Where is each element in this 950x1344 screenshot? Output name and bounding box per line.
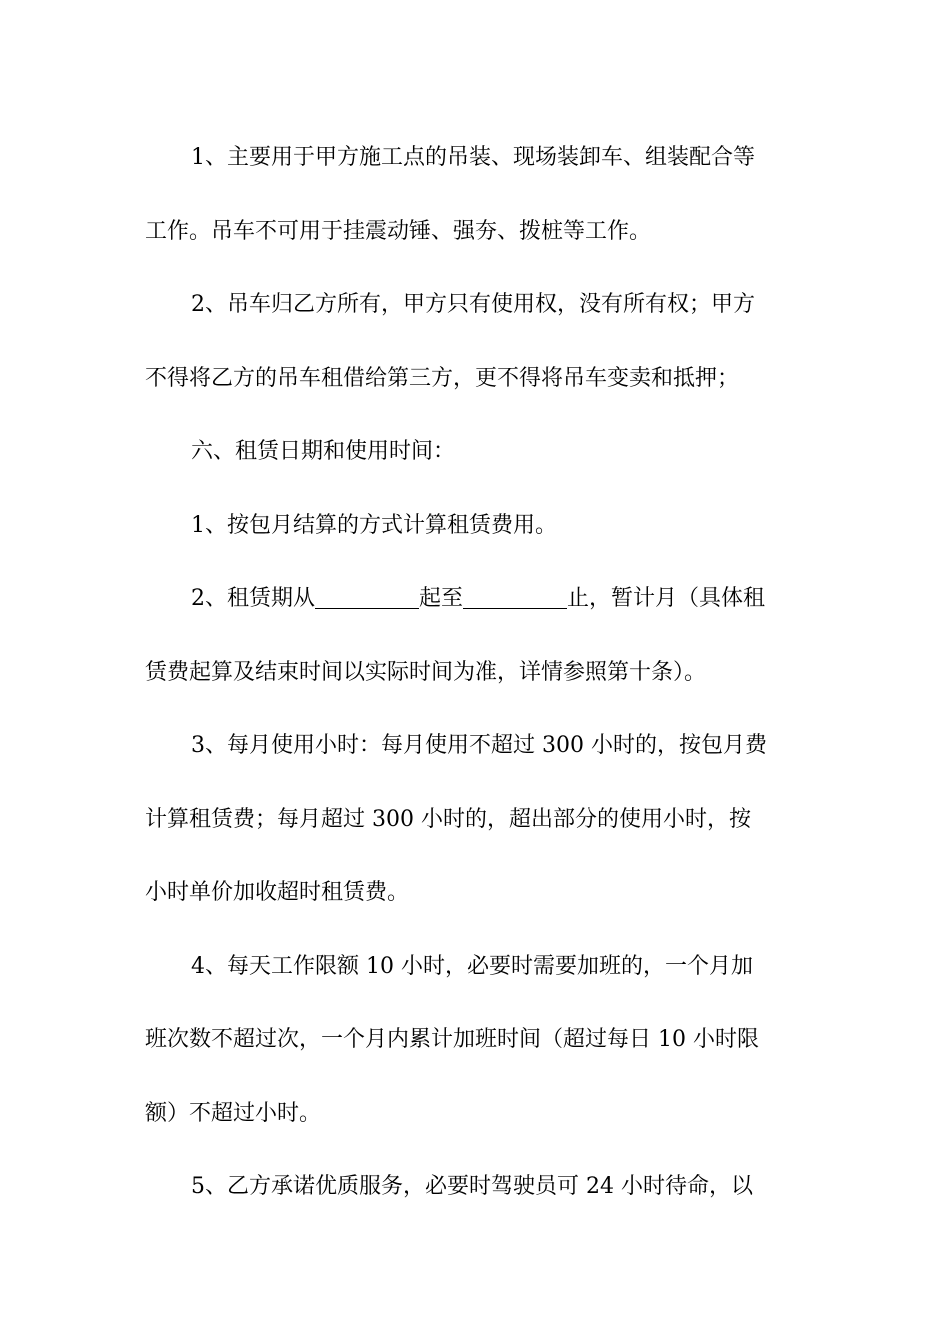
paragraph-daily-limit — [145, 930, 807, 1151]
text-line: 赁费起算及结束时间以实际时间为准，详情参照第十条）。 — [145, 659, 707, 685]
section-heading: 六、租赁日期和使用时间： — [191, 439, 456, 464]
paragraph-service-commitment — [145, 1150, 807, 1224]
paragraph-lease-period — [145, 562, 807, 709]
section-heading-lease-dates — [145, 415, 807, 489]
text-line: 2、吊车归乙方所有，甲方只有使用权，没有所有权；甲方 — [191, 292, 755, 317]
text-line: 1、按包月结算的方式计算租赁费用。 — [191, 512, 557, 538]
text-line: 5、乙方承诺优质服务，必要时驾驶员可 24 小时待命，以 — [191, 1174, 753, 1199]
paragraph-monthly-billing — [145, 489, 807, 563]
text-line: 额）不超过小时。 — [145, 1100, 322, 1126]
end-date-blank — [463, 586, 567, 609]
text-line: 工作。吊车不可用于挂震动锤、强夯、拨桩等工作。 — [145, 218, 652, 244]
start-date-blank — [315, 586, 419, 609]
paragraph-ownership — [145, 268, 807, 415]
text-line: 小时单价加收超时租赁费。 — [145, 880, 410, 905]
paragraph-usage-scope — [145, 121, 807, 268]
text-line: 1、主要用于甲方施工点的吊装、现场装卸车、组装配合等 — [191, 145, 755, 170]
lease-period-end: 止，暂计月（具体租 — [567, 586, 766, 611]
paragraph-monthly-hours — [145, 709, 807, 930]
text-line: 4、每天工作限额 10 小时，必要时需要加班的，一个月加 — [191, 953, 753, 979]
text-line: 班次数不超过次，一个月内累计加班时间（超过每日 10 小时限 — [145, 1027, 759, 1052]
text-line — [145, 562, 807, 636]
document-body — [145, 121, 807, 1224]
text-line: 3、每月使用小时：每月使用不超过 300 小时的，按包月费 — [191, 733, 767, 758]
text-line: 计算租赁费；每月超过 300 小时的，超出部分的使用小时，按 — [145, 806, 751, 832]
lease-period-mid: 起至 — [419, 586, 464, 611]
text-line: 不得将乙方的吊车租借给第三方，更不得将吊车变卖和抵押； — [145, 365, 740, 391]
lease-period-label: 2、租赁期从 — [191, 586, 315, 611]
